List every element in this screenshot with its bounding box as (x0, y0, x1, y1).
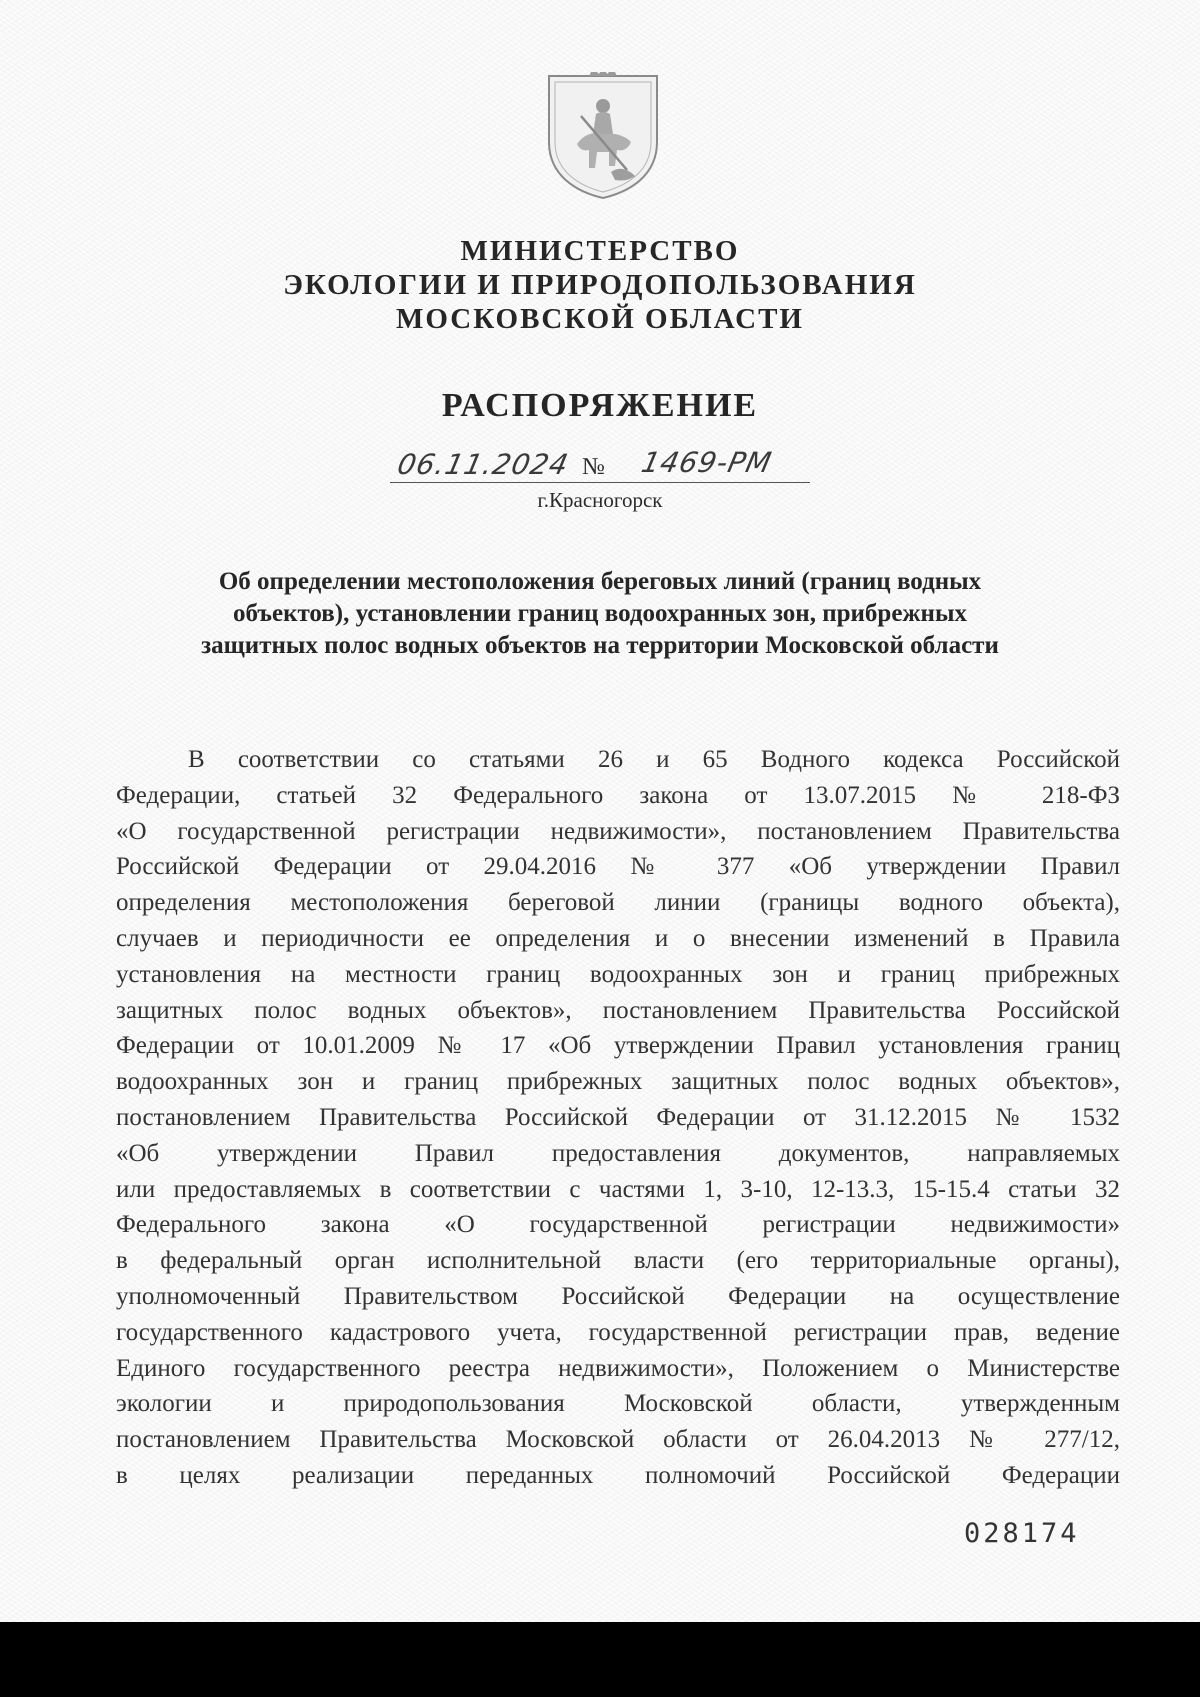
body-line: постановлением Правительства Московской области от 26.04.2013 № 277/12, (116, 1426, 1120, 1454)
body-line: случаев и периодичности ее определения и о внесении изменений в Правила (116, 924, 1120, 952)
body-line: экологии и природопользования Московской области, утвержденным (116, 1390, 1120, 1418)
form-serial-number: 028174 (964, 1518, 1080, 1549)
body-line: в федеральный орган исполнительной власти (его территориальные органы), (116, 1247, 1120, 1275)
body-line: уполномоченный Правительством Российской Федерации на осуществление (116, 1282, 1120, 1310)
body-line: определения местоположения береговой линии (границы водного объекта), (116, 889, 1120, 917)
ministry-name-line-3: МОСКОВСКОЙ ОБЛАСТИ (395, 303, 804, 335)
body-line: Федерации, статьей 32 Федерального закона от 13.07.2015 № 218-ФЗ (116, 781, 1120, 809)
document-subject (0, 566, 1200, 662)
body-paragraph (116, 742, 1120, 1494)
body-line: или предоставляемых в соответствии с частями 1, 3-10, 12-13.3, 15-15.4 статьи 32 (116, 1175, 1120, 1203)
body-line: Российской Федерации от 29.04.2016 № 377 «Об утверждении Правил (116, 853, 1120, 881)
date-number-line (390, 446, 810, 483)
subject-line-2: объектов), установлении границ водоохранных зон, прибрежных (233, 600, 967, 627)
coat-of-arms-icon (541, 72, 665, 200)
subject-line-3: защитных полос водных объектов на территории Московской области (201, 632, 999, 659)
document-number: 1469-РМ (638, 446, 775, 479)
body-line: постановлением Правительства Российской Федерации от 31.12.2015 № 1532 (116, 1103, 1120, 1131)
body-line: в целях реализации переданных полномочий Российской Федерации (116, 1461, 1120, 1489)
body-line: установления на местности границ водоохранных зон и границ прибрежных (116, 960, 1120, 988)
body-line: государственного кадастрового учета, государственной регистрации прав, ведение (116, 1318, 1120, 1346)
document-type: РАСПОРЯЖЕНИЕ (441, 387, 759, 424)
ministry-name (0, 234, 1200, 336)
body-line: Единого государственного реестра недвижимости», Положением о Министерстве (116, 1354, 1120, 1382)
body-line: «Об утверждении Правил предоставления документов, направляемых (116, 1139, 1120, 1167)
body-line: защитных полос водных объектов», постановлением Правительства Российской (116, 996, 1120, 1024)
ministry-name-line-2: ЭКОЛОГИИ И ПРИРОДОПОЛЬЗОВАНИЯ (283, 269, 917, 301)
number-sign: № (582, 454, 605, 480)
body-line: В соответствии со статьями 26 и 65 Водного кодекса Российской (188, 746, 1120, 773)
scan-bottom-border (0, 1622, 1200, 1697)
body-line: «О государственной регистрации недвижимости», постановлением Правительства (116, 817, 1120, 845)
ministry-name-line-1: МИНИСТЕРСТВО (460, 235, 740, 267)
city-name: г.Красногорск (537, 488, 663, 512)
body-line: Федерального закона «О государственной регистрации недвижимости» (116, 1211, 1120, 1239)
document-date: 06.11.2024 (394, 448, 572, 481)
subject-line-1: Об определении местоположения береговых линий (границ водных (218, 568, 982, 595)
body-line: водоохранных зон и границ прибрежных защитных полос водных объектов», (116, 1068, 1120, 1096)
body-line: Федерации от 10.01.2009 № 17 «Об утверждении Правил установления границ (116, 1032, 1120, 1060)
